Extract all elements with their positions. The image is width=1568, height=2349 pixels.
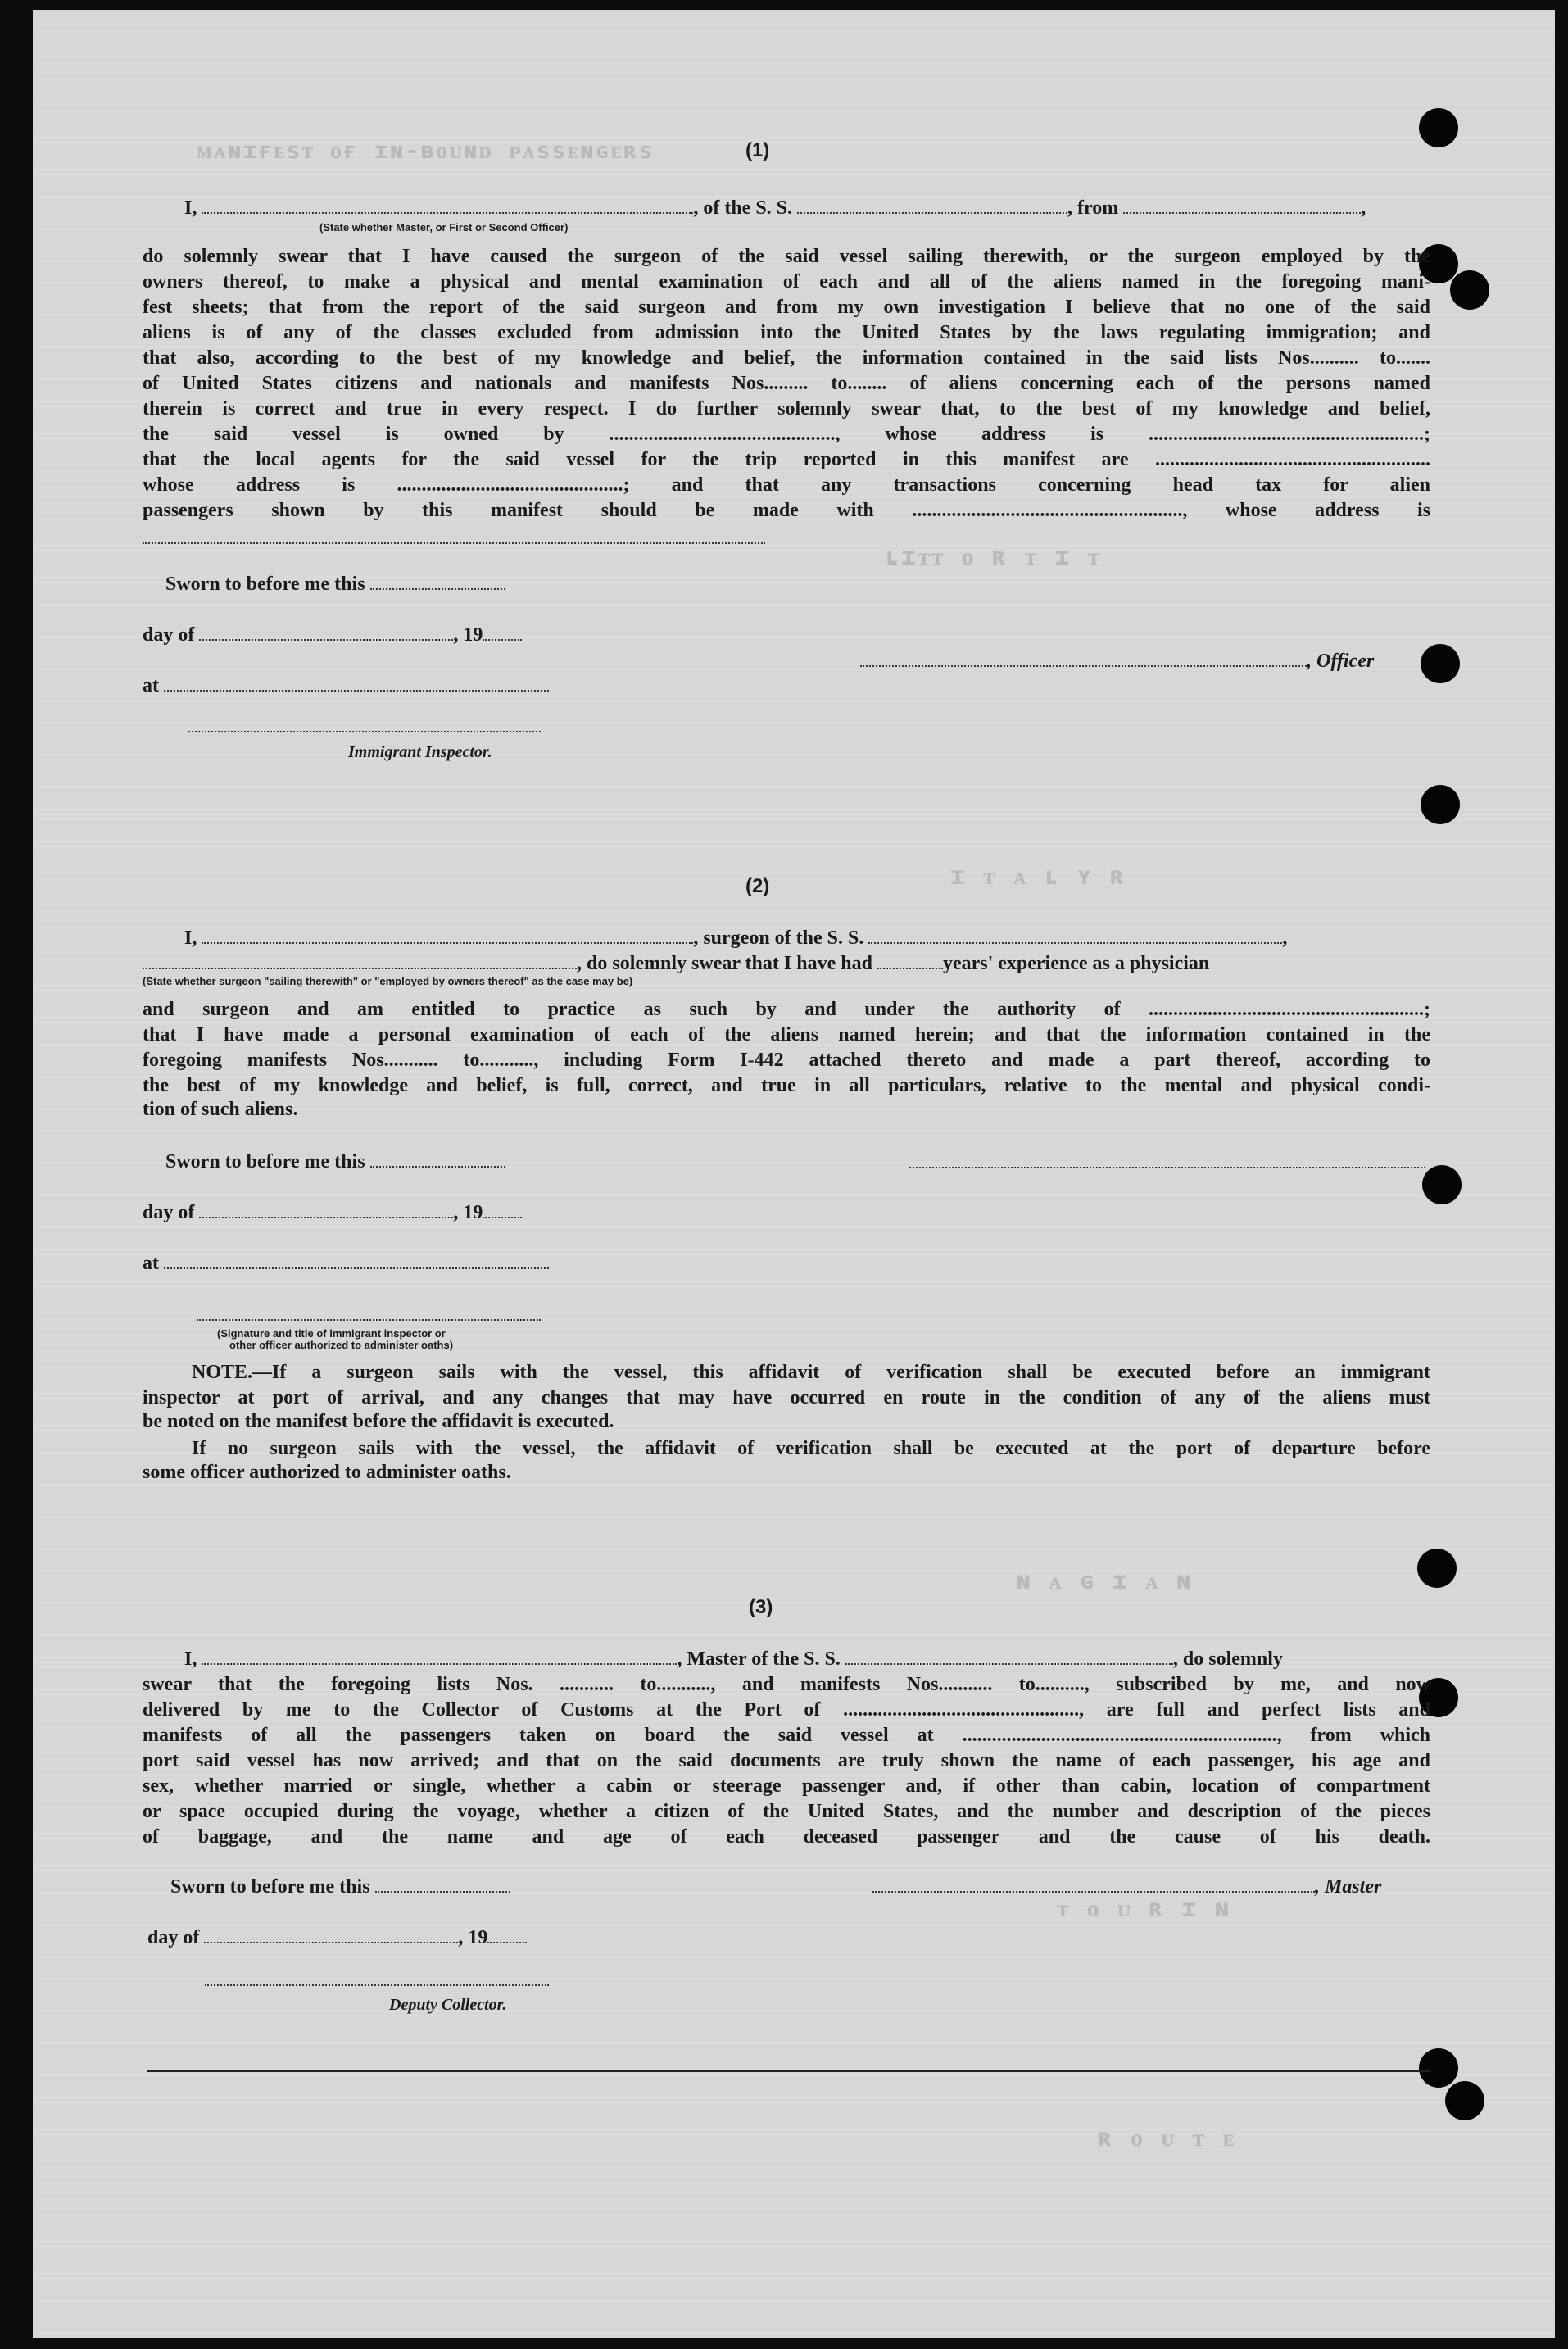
bleed-through-text: ʀ ᴏ ᴜ ᴛ ᴇ [1098, 2124, 1236, 2152]
text: years' experience as a physician [942, 953, 1210, 974]
text-line: that I have made a personal examination of each of the aliens named herein; and that the information contained in the [143, 1024, 1430, 1045]
text: , from [1067, 197, 1119, 219]
at-line [143, 673, 549, 697]
signature-line [197, 1319, 541, 1321]
text: , Officer [1307, 651, 1375, 672]
section2-oath-text [143, 997, 1430, 1099]
punch-hole [1417, 1549, 1457, 1588]
text: , 19 [458, 1927, 488, 1948]
text: , do solemnly swear that I have had [577, 953, 872, 974]
text-line: or space occupied during the voyage, whether a citizen of the United States, and the number and description of the pieces [143, 1801, 1430, 1822]
sworn-line [165, 1150, 505, 1173]
at-line [143, 1251, 549, 1275]
punch-hole [1445, 2081, 1484, 2120]
text: , Master of the S. S. [677, 1648, 841, 1670]
text-line: NOTE.—If a surgeon sails with the vessel, this affidavit of verification shall be executed before an immigrant [192, 1362, 1430, 1383]
signature-caption: Deputy Collector. [389, 1996, 507, 2014]
text-line: whose address is ..............................................; and that any transactions concerning head tax for alien [143, 474, 1430, 496]
text-line: the said vessel is owned by .............................................., whose address is ........................................................; [143, 424, 1430, 445]
sworn-line [170, 1875, 510, 1898]
text-line: some officer authorized to administer oaths. [143, 1462, 511, 1483]
text-line: delivered by me to the Collector of Customs at the Port of ................................................, are full and perfect lists and [143, 1699, 1430, 1721]
bleed-through-text: ᴍᴀɴɪғᴇsᴛ ᴏғ ɪɴ-ʙᴏᴜɴᴅ ᴘᴀssᴇɴɢᴇʀs [197, 137, 655, 164]
bleed-through-text: ɪ ᴛ ᴀ ʟ ʏ ʀ [950, 862, 1126, 891]
signature-line [909, 1167, 1425, 1168]
field-caption: (State whether Master, or First or Second Officer) [319, 221, 569, 234]
section3-first-line [184, 1647, 1283, 1671]
text-line: fest sheets; that from the report of the said surgeon and from my own investigation I believe that no one of the said [143, 297, 1430, 318]
text: at [143, 675, 159, 696]
text: , of the S. S. [693, 197, 793, 219]
signature-line [143, 542, 765, 544]
signature-caption: (Signature and title of immigrant inspector or [217, 1327, 446, 1340]
section2-second-line [143, 951, 1209, 975]
text-line: of baggage, and the name and age of each deceased passenger and the cause of his death. [143, 1826, 1430, 1848]
punch-hole [1421, 644, 1460, 683]
text: , [1361, 197, 1366, 219]
text: Sworn to before me this [165, 574, 365, 595]
text: I, [184, 1648, 197, 1670]
section-number: (1) [745, 139, 770, 161]
text-line: owners thereof, to make a physical and mental examination of each and all of the aliens named in the foregoing mani- [143, 271, 1430, 292]
text-line: passengers shown by this manifest should be made with ......................................................., whose address is [143, 500, 1430, 521]
signature-caption: Immigrant Inspector. [348, 743, 492, 761]
day-line [147, 1925, 527, 1949]
text-line: of United States citizens and nationals and manifests Nos......... to........ of aliens concerning each of the persons named [143, 373, 1430, 394]
master-line [872, 1875, 1381, 1898]
section1-oath-text [143, 244, 1430, 524]
punch-hole [1419, 2048, 1458, 2088]
text-line: therein is correct and true in every respect. I do further solemnly swear that, to the best of my knowledge and belief, [143, 398, 1430, 419]
section3-oath-text [143, 1672, 1430, 1850]
text-line: that the local agents for the said vessel for the trip reported in this manifest are ........................................................ [143, 449, 1430, 470]
punch-hole [1421, 785, 1460, 824]
text-line: do solemnly swear that I have caused the surgeon of the said vessel sailing therewith, or the surgeon employed by the [143, 246, 1430, 267]
text: day of [143, 1202, 195, 1223]
text-line: manifests of all the passengers taken on board the said vessel at ................................................................, from which [143, 1725, 1430, 1746]
text: Sworn to before me this [170, 1876, 370, 1898]
text: I, [184, 927, 197, 949]
text: , Master [1315, 1876, 1382, 1898]
text-line: be noted on the manifest before the affidavit is executed. [143, 1411, 614, 1432]
signature-caption: other officer authorized to administer oaths) [229, 1339, 454, 1351]
bleed-through-text: ᴛ ᴏ ᴜ ʀ ɪ ɴ [1057, 1894, 1231, 1923]
field-caption: (State whether surgeon "sailing therewith" or "employed by owners thereof" as the case may be) [143, 975, 633, 987]
text-line: aliens is of any of the classes excluded from admission into the United States by the laws regulating immigration; and [143, 322, 1430, 343]
signature-line [205, 1984, 549, 1986]
section-number: (3) [749, 1596, 773, 1618]
punch-hole [1419, 108, 1458, 147]
bottom-rule [147, 2070, 1430, 2072]
text: at [143, 1253, 159, 1274]
text: Sworn to before me this [165, 1151, 365, 1172]
form-page [33, 10, 1555, 2338]
officer-line [860, 649, 1374, 673]
text: day of [147, 1927, 200, 1948]
section-number: (2) [745, 875, 770, 897]
text: , 19 [453, 1202, 483, 1223]
text-line: tion of such aliens. [143, 1099, 298, 1120]
text-line: the best of my knowledge and belief, is full, correct, and true in all particulars, relative to the mental and physical condi- [143, 1075, 1430, 1096]
punch-hole [1422, 1165, 1462, 1204]
text-line: swear that the foregoing lists Nos. ........... to..........., and manifests Nos........... to.........., subscribed by me, and now [143, 1674, 1430, 1695]
text-line: If no surgeon sails with the vessel, the affidavit of verification shall be executed at the port of departure before [192, 1438, 1430, 1459]
signature-line [188, 731, 541, 732]
sworn-line [165, 572, 505, 596]
text: , 19 [453, 624, 483, 646]
bleed-through-text: ʟɪᴛᴛ ᴏ ʀ ᴛ ɪ ᴛ [885, 542, 1102, 571]
note-text-2 [143, 1436, 1430, 1462]
section1-first-line [184, 196, 1366, 220]
day-line [143, 623, 522, 646]
bleed-through-text: ɴ ᴀ ɢ ɪ ᴀ ɴ [1016, 1567, 1193, 1595]
punch-hole [1450, 270, 1489, 310]
text-line: port said vessel has now arrived; and that on the said documents are truly shown the name of each passenger, his age and [143, 1750, 1430, 1771]
text: day of [143, 624, 195, 646]
day-line [143, 1200, 522, 1224]
text-line: inspector at port of arrival, and any changes that may have occurred en route in the condition of any of the aliens must [143, 1387, 1430, 1408]
note-text [143, 1360, 1430, 1411]
text-line: sex, whether married or single, whether a cabin or steerage passenger and, if other than cabin, location of compartment [143, 1775, 1430, 1797]
text: , do solemnly [1172, 1648, 1283, 1670]
section2-first-line: I, , surgeon of the S. S. , [184, 927, 1288, 949]
text: I, [184, 197, 197, 219]
text-line: and surgeon and am entitled to practice as such by and under the authority of ........................................................; [143, 999, 1430, 1020]
text-line: foregoing manifests Nos........... to..........., including Form I-442 attached thereto and made a part thereof, according to [143, 1050, 1430, 1071]
text: , surgeon of the S. S. [693, 927, 864, 949]
text-line: that also, according to the best of my knowledge and belief, the information contained in the said lists Nos.......... to....... [143, 347, 1430, 369]
